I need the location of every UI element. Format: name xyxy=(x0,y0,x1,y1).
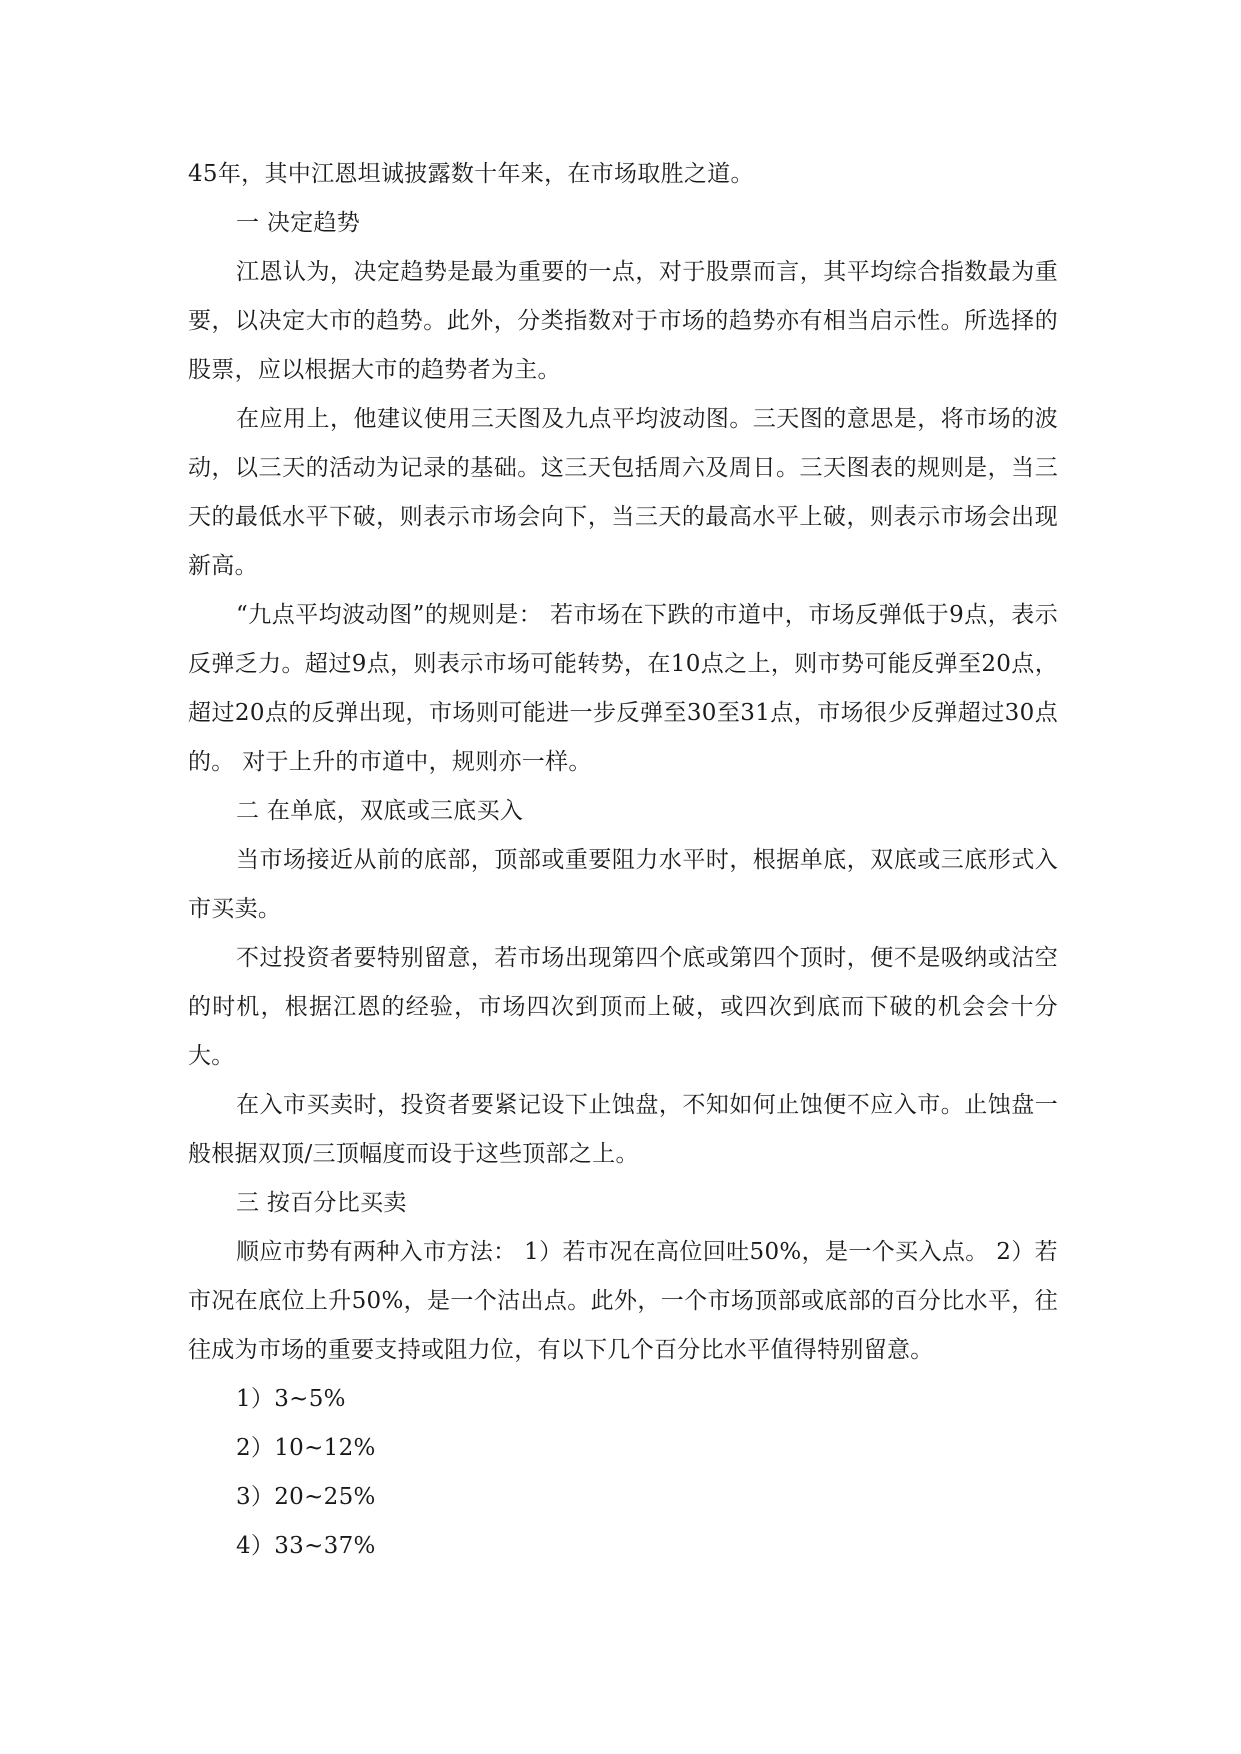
paragraph: 当市场接近从前的底部，顶部或重要阻力水平时，根据单底，双底或三底形式入市买卖。 xyxy=(188,847,1058,922)
paragraph: 不过投资者要特别留意，若市场出现第四个底或第四个顶时，便不是吸纳或沽空的时机，根据江恩的经验，市场四次到顶而上破，或四次到底而下破的机会会十分大。 xyxy=(188,945,1058,1069)
paragraph-intro: 45年，其中江恩坦诚披露数十年来，在市场取胜之道。 xyxy=(188,161,754,187)
paragraph: 顺应市势有两种入市方法： 1）若市况在高位回吐50%，是一个买入点。 2）若市况在底位上升50%，是一个沽出点。此外，一个市场顶部或底部的百分比水平，往往成为市场的重要支持或阻力位，有以下几个百分比水平值得特别留意。 xyxy=(188,1239,1058,1363)
paragraph: 在入市买卖时，投资者要紧记设下止蚀盘，不知如何止蚀便不应入市。止蚀盘一般根据双顶/三顶幅度而设于这些顶部之上。 xyxy=(188,1092,1058,1167)
section-heading-3: 三 按百分比买卖 xyxy=(236,1190,407,1216)
paragraph: 江恩认为，决定趋势是最为重要的一点，对于股票而言，其平均综合指数最为重要，以决定大市的趋势。此外，分类指数对于市场的趋势亦有相当启示性。所选择的股票，应以根据大市的趋势者为主。 xyxy=(188,259,1058,383)
list-item: 4）33~37% xyxy=(236,1533,376,1559)
list-item: 3）20~25% xyxy=(236,1484,376,1510)
list-item: 1）3~5% xyxy=(236,1386,346,1412)
document-body xyxy=(188,150,1058,1571)
list-item: 2）10~12% xyxy=(236,1435,376,1461)
paragraph: “九点平均波动图”的规则是： 若市场在下跌的市道中，市场反弹低于9点，表示反弹乏力。超过9点，则表示市场可能转势，在10点之上，则市势可能反弹至20点，超过20点的反弹出现，市场则可能进一步反弹至30至31点，市场很少反弹超过30点的。 对于上升的市道中，规则亦一样。 xyxy=(188,602,1058,775)
paragraph: 在应用上，他建议使用三天图及九点平均波动图。三天图的意思是，将市场的波动，以三天的活动为记录的基础。这三天包括周六及周日。三天图表的规则是，当三天的最低水平下破，则表示市场会向下，当三天的最高水平上破，则表示市场会出现新高。 xyxy=(188,406,1058,579)
section-heading-2: 二 在单底，双底或三底买入 xyxy=(236,798,524,824)
section-heading-1: 一 决定趋势 xyxy=(236,210,361,236)
